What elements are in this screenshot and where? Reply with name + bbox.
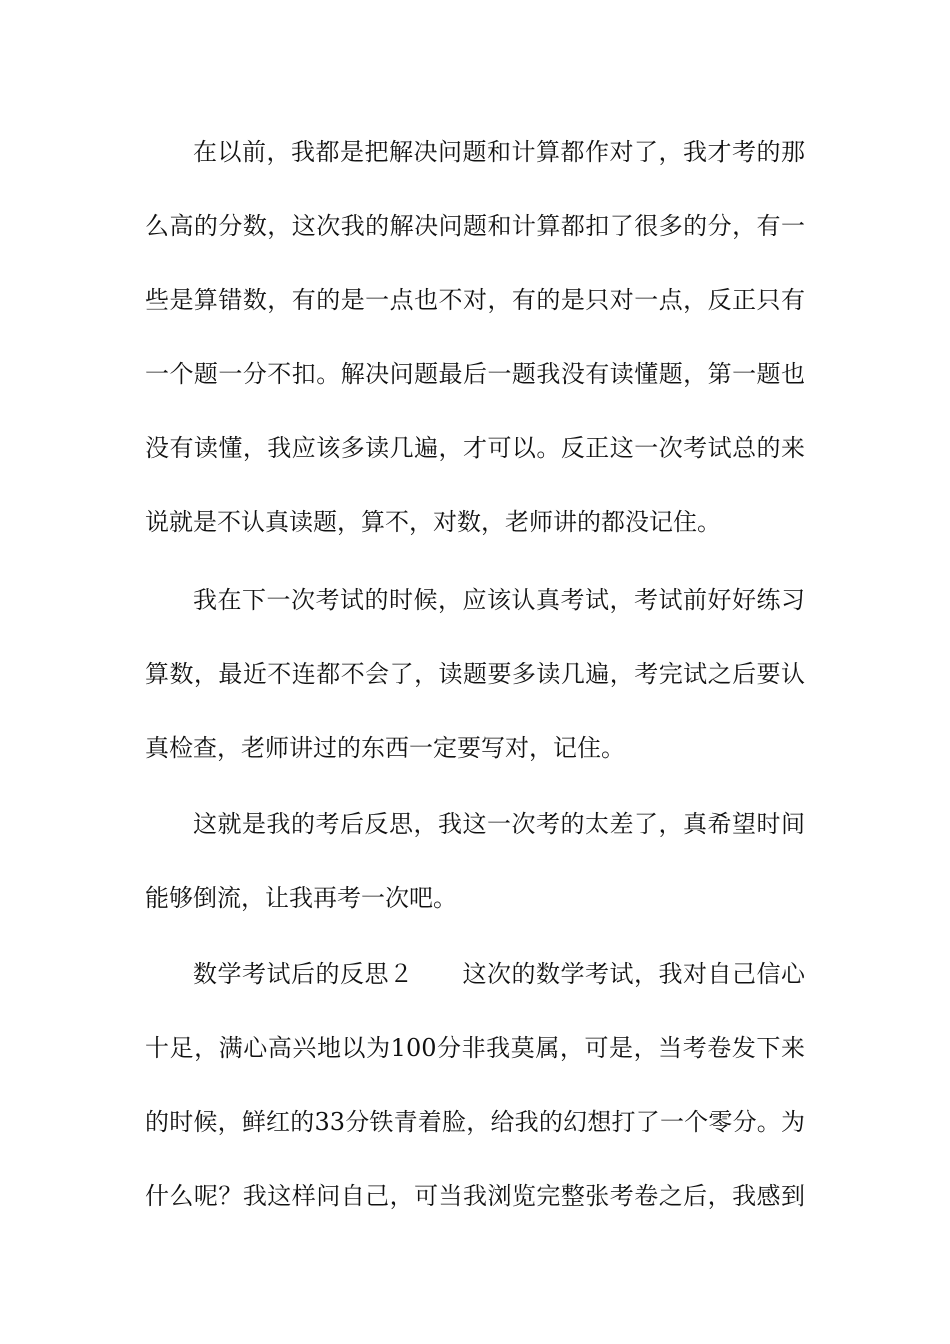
- paragraph-3-line-2: 能够倒流，让我再考一次吧。: [145, 884, 457, 912]
- paragraph-4-line-1: 数学考试后的反思２ 这次的数学考试，我对自己信心: [193, 960, 805, 988]
- paragraph-1-line-5: 没有读懂，我应该多读几遍，才可以。反正这一次考试总的来: [145, 434, 805, 462]
- paragraph-1-line-4: 一个题一分不扣。解决问题最后一题我没有读懂题，第一题也: [145, 360, 805, 388]
- paragraph-4-line-2: 十足，满心高兴地以为100分非我莫属，可是，当考卷发下来: [145, 1034, 805, 1062]
- paragraph-1-line-2: 么高的分数，这次我的解决问题和计算都扣了很多的分，有一: [145, 212, 805, 240]
- paragraph-1-line-6: 说就是不认真读题，算不，对数，老师讲的都没记住。: [145, 508, 721, 536]
- paragraph-4-line-3: 的时候，鲜红的33分铁青着脸，给我的幻想打了一个零分。为: [145, 1108, 805, 1136]
- paragraph-2-line-3: 真检查，老师讲过的东西一定要写对，记住。: [145, 734, 625, 762]
- paragraph-1-line-3: 些是算错数，有的是一点也不对，有的是只对一点，反正只有: [145, 286, 805, 314]
- paragraph-2-line-1: 我在下一次考试的时候，应该认真考试，考试前好好练习: [193, 586, 805, 614]
- paragraph-3-line-1: 这就是我的考后反思，我这一次考的太差了，真希望时间: [193, 810, 805, 838]
- paragraph-4-line-4: 什么呢？我这样问自己，可当我浏览完整张考卷之后，我感到: [145, 1182, 805, 1210]
- paragraph-1-line-1: 在以前，我都是把解决问题和计算都作对了，我才考的那: [193, 138, 805, 166]
- paragraph-2-line-2: 算数，最近不连都不会了，读题要多读几遍，考完试之后要认: [145, 660, 805, 688]
